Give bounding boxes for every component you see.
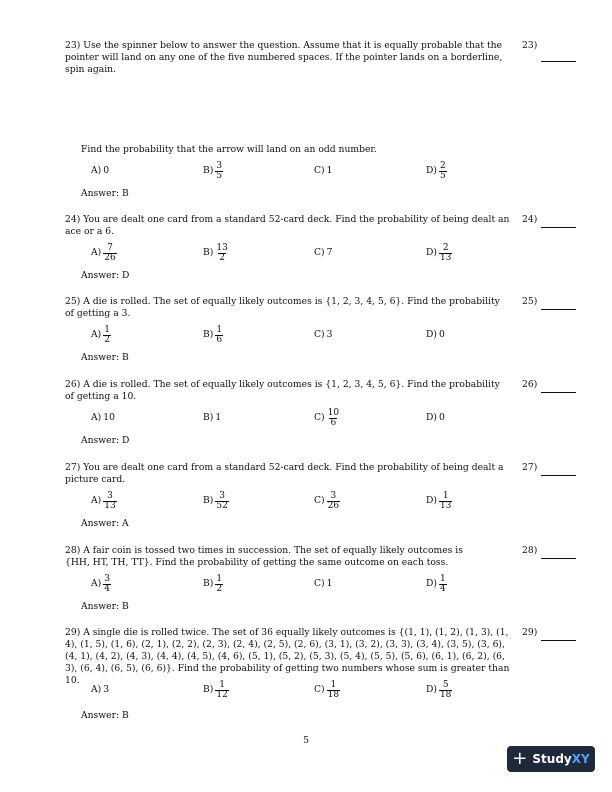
fraction [327, 681, 340, 700]
answer: Answer: B [81, 710, 129, 721]
plus-icon: + [512, 748, 528, 769]
choice-a [91, 323, 111, 347]
choice-d [426, 159, 447, 183]
answer: Answer: B [81, 352, 129, 363]
numerator: 10 [327, 407, 340, 418]
fraction [215, 162, 223, 181]
choice-c [314, 241, 332, 265]
answer-blank[interactable] [541, 61, 576, 62]
numerator: 3 [107, 490, 113, 501]
choice-d [426, 241, 452, 265]
numerator: 3 [216, 160, 223, 171]
fraction [439, 681, 452, 700]
fraction [103, 575, 111, 594]
choice-a [91, 159, 109, 183]
numerator: 3 [104, 573, 110, 584]
choice-label: D) [426, 329, 437, 340]
denominator: 6 [216, 334, 223, 345]
choices [91, 241, 521, 265]
choice-b [203, 406, 221, 430]
denominator: 4 [439, 583, 446, 594]
numerator: 1 [442, 490, 449, 501]
choice-b [203, 241, 229, 265]
question-text: 24) You are dealt one card from a standard 52-card deck. Find the probability of being dealt an ace or a 6. [65, 214, 510, 237]
question-text: 26) A die is rolled. The set of equally likely outcomes is {1, 2, 3, 4, 5, 6}. Find the probability of getting a 10. [65, 379, 500, 402]
brand-name-main: Study [532, 752, 572, 766]
denominator: 26 [327, 500, 340, 511]
answer: Answer: D [81, 435, 130, 446]
choice-value: 10 [103, 412, 115, 423]
fraction [439, 244, 452, 263]
choice-d [426, 406, 445, 430]
denominator: 13 [104, 500, 116, 511]
choices [91, 406, 521, 430]
fraction [215, 244, 228, 263]
choice-value: 1 [326, 165, 333, 176]
choice-label: D) [426, 684, 437, 695]
denominator: 6 [330, 417, 337, 428]
choice-label: C) [314, 412, 325, 423]
numerator: 3 [219, 490, 225, 501]
denominator: 18 [327, 689, 340, 700]
choice-label: A) [91, 412, 102, 423]
answer-blank[interactable] [541, 640, 576, 641]
choice-a [91, 678, 109, 702]
choices [91, 323, 521, 347]
answer: Answer: B [81, 601, 129, 612]
choice-value: 0 [438, 412, 445, 423]
studyxy-badge[interactable] [507, 746, 595, 772]
choice-label: A) [91, 578, 102, 589]
denominator: 2 [216, 583, 223, 594]
choice-value: 7 [326, 247, 333, 258]
question-text: 25) A die is rolled. The set of equally likely outcomes is {1, 2, 3, 4, 5, 6}. Find the probability of getting a 3. [65, 296, 500, 319]
answer-blank[interactable] [541, 558, 576, 559]
answer-blank[interactable] [541, 309, 576, 310]
choice-value: 0 [103, 165, 110, 176]
choice-label: A) [91, 495, 102, 506]
fraction [103, 244, 116, 263]
question-number: 25) [522, 296, 538, 307]
choice-b [203, 489, 229, 513]
choice-label: D) [426, 495, 437, 506]
answer-blank[interactable] [541, 392, 576, 393]
numerator: 1 [439, 573, 446, 584]
choice-label: A) [91, 165, 102, 176]
denominator: 13 [439, 252, 452, 263]
choice-a [91, 489, 117, 513]
choice-b [203, 678, 229, 702]
choice-c [314, 406, 340, 430]
question-number: 29) [522, 627, 538, 638]
question-number: 26) [522, 379, 538, 390]
brand-name-accent: XY [571, 752, 590, 766]
numerator: 13 [216, 242, 228, 253]
choices [91, 678, 521, 702]
choice-c [314, 678, 340, 702]
numerator: 5 [442, 679, 449, 690]
question-text: 29) A single die is rolled twice. The set of 36 equally likely outcomes is {(1, 1), (1, 2), (1, 3), (1, 4), (1, 5), (1, 6), (2, 1), (2, 2), (2, 3), (2, 4), (2, 5), (2, 6), (3, 1), (3, 2), (3, 3), (3, 4), (3, 5), (3, 6), (4, 1), (4, 2), (4, 3), (4, 4), (4, 5), (4, 6), (5, 1), (5, 2), (5, 3), (5, 4), (5, 5), (5, 6), (6, 1), (6, 2), (6, 3), (6, 4), (6, 5), (6, 6)}. Find the probability of getting two numbers whose sum is greater than 10. [65, 627, 510, 686]
choice-label: C) [314, 329, 325, 340]
numerator: 1 [219, 679, 225, 690]
choice-a [91, 572, 111, 596]
choice-d [426, 323, 445, 347]
numerator: 2 [439, 160, 446, 171]
fraction [215, 492, 228, 511]
fraction [327, 492, 340, 511]
choice-a [91, 406, 115, 430]
question-number: 28) [522, 545, 538, 556]
fraction [215, 575, 223, 594]
choice-a [91, 241, 117, 265]
denominator: 2 [104, 334, 110, 345]
fraction [103, 326, 111, 345]
denominator: 13 [439, 500, 452, 511]
choices [91, 489, 521, 513]
denominator: 18 [439, 689, 452, 700]
fraction [327, 409, 340, 428]
denominator: 4 [104, 583, 110, 594]
numerator: 7 [107, 242, 113, 253]
numerator: 1 [330, 679, 337, 690]
choices [91, 159, 521, 183]
denominator: 52 [216, 500, 228, 511]
choice-label: B) [203, 329, 214, 340]
numerator: 3 [330, 490, 337, 501]
fraction [439, 575, 447, 594]
choice-label: D) [426, 247, 437, 258]
choice-label: B) [203, 247, 214, 258]
choice-b [203, 159, 223, 183]
choice-c [314, 323, 332, 347]
choice-label: B) [203, 165, 214, 176]
fraction [215, 326, 223, 345]
choice-d [426, 572, 447, 596]
choice-c [314, 159, 332, 183]
choice-label: A) [91, 329, 102, 340]
choice-label: B) [203, 412, 214, 423]
choice-c [314, 572, 332, 596]
question-number: 23) [522, 40, 538, 51]
choices [91, 572, 521, 596]
choice-value: 3 [103, 684, 110, 695]
numerator: 2 [442, 242, 449, 253]
choice-b [203, 572, 223, 596]
denominator: 2 [219, 252, 225, 263]
denominator: 26 [104, 252, 116, 263]
question-number: 24) [522, 214, 538, 225]
question-text: 28) A fair coin is tossed two times in succession. The set of equally likely outcomes is {HH, HT, TH, TT}. Find the probability of getting the same outcome on each toss. [65, 545, 463, 568]
fraction [439, 162, 447, 181]
choice-c [314, 489, 340, 513]
numerator: 1 [216, 324, 223, 335]
choice-label: D) [426, 412, 437, 423]
choice-label: A) [91, 247, 102, 258]
choice-label: B) [203, 684, 214, 695]
denominator: 5 [439, 170, 446, 181]
answer: Answer: B [81, 188, 129, 199]
choice-d [426, 489, 452, 513]
answer-blank[interactable] [541, 227, 576, 228]
choice-label: C) [314, 247, 325, 258]
choice-label: D) [426, 165, 437, 176]
fraction [103, 492, 116, 511]
choice-label: B) [203, 495, 214, 506]
choice-value: 0 [438, 329, 445, 340]
choice-d [426, 678, 452, 702]
answer: Answer: A [81, 518, 129, 529]
answer: Answer: D [81, 270, 130, 281]
choice-label: D) [426, 578, 437, 589]
choice-value: 1 [215, 412, 222, 423]
question-number: 27) [522, 462, 538, 473]
question-text: 27) You are dealt one card from a standard 52-card deck. Find the probability of being dealt a picture card. [65, 462, 504, 485]
fraction [215, 681, 228, 700]
choice-label: C) [314, 684, 325, 695]
choice-label: C) [314, 578, 325, 589]
question-text: 23) Use the spinner below to answer the question. Assume that it is equally probable that the pointer will land on any one of the five numbered spaces. If the pointer lands on a borderline, spin again. [65, 40, 503, 75]
question-subtext: Find the probability that the arrow will land on an odd number. [81, 144, 377, 155]
choice-label: B) [203, 578, 214, 589]
choice-value: 1 [326, 578, 333, 589]
answer-blank[interactable] [541, 475, 576, 476]
numerator: 1 [104, 324, 110, 335]
choice-label: C) [314, 165, 325, 176]
denominator: 5 [216, 170, 223, 181]
page-number: 5 [303, 735, 309, 746]
choice-b [203, 323, 223, 347]
choice-label: C) [314, 495, 325, 506]
fraction [439, 492, 452, 511]
choice-value: 3 [326, 329, 333, 340]
numerator: 1 [216, 573, 223, 584]
choice-label: A) [91, 684, 102, 695]
denominator: 12 [216, 689, 228, 700]
